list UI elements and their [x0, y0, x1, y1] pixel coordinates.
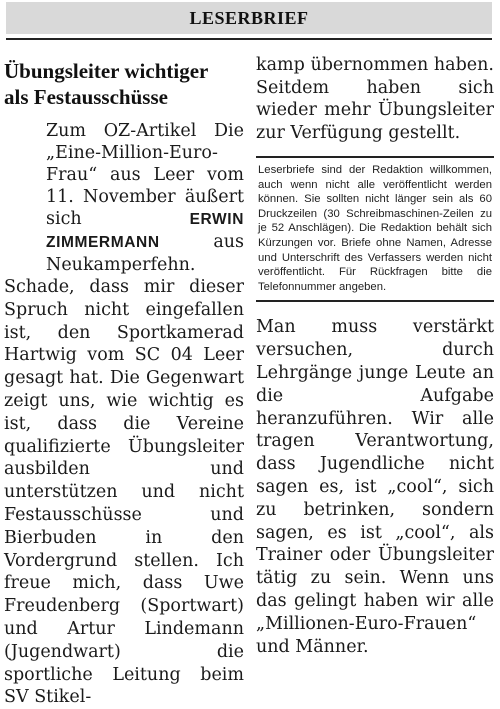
- intro-text-before: Zum OZ-Artikel Die „Eine-Million-Euro-Frau“ aus Leer vom 11. November äußert sich: [46, 121, 244, 229]
- headline-line-2: als Festausschüsse: [4, 85, 168, 109]
- author-name: ERWIN ZIMMERMANN: [46, 211, 244, 251]
- headline: [4, 58, 244, 110]
- editorial-notice: Leserbriefe sind der Redaktion willkommen, auch wenn nicht alle veröffentlicht werden können. Sie sollten nicht länger sein als 60 Druckzeilen (30 Schreibmaschinen-Zeilen zu je 52 Anschlägen). Die Redaktion behält sich Kürzungen vor. Briefe ohne Namen, Adresse und Unterschrift des Verfassers werden nicht veröffentlicht. Für Rückfragen bitte die Telefonnummer angeben.: [256, 158, 494, 302]
- body-left: Schade, dass mir dieser Spruch nicht eingefallen ist, den Sportkamerad Hartwig vom SC 04 Leer gesagt hat. Die Gegenwart zeigt uns, wie wichtig es ist, dass die Vereine qualifizierte Übungsleiter ausbilden und unterstützen und nicht Festausschüsse und Bierbuden in den Vordergrund stellen. Ich freue mich, dass Uwe Freudenberg (Sportwart) und Artur Lindemann (Jugendwart) die sportliche Leitung beim SV Stikel-: [4, 277, 244, 708]
- intro-text-after: aus Neukamperfehn.: [46, 232, 244, 275]
- body-right-top: kamp übernommen haben. Seitdem haben sich wieder mehr Übungsleiter zur Verfügung gestellt.: [256, 55, 494, 143]
- section-label: LESERBRIEF: [189, 7, 309, 28]
- header-divider: [6, 38, 492, 40]
- headline-line-1: Übungsleiter wichtiger: [4, 59, 209, 83]
- intro-paragraph: [46, 120, 244, 276]
- left-column: [4, 44, 244, 709]
- right-column: [256, 44, 494, 658]
- body-right-bottom: Man muss verstärkt versuchen, durch Lehrgänge junge Leute an die Aufgabe heranzuführen. Wir alle tragen Verantwortung, dass Jugendliche nicht sagen es, ist „cool“, sich zu betrinken, sondern sagen, es ist „cool“, als Trainer oder Übungsleiter tätig zu sein. Wenn uns das gelingt haben wir alle „Millionen-Euro-Frauen“ und Männer.: [256, 317, 494, 657]
- section-header: [6, 2, 492, 34]
